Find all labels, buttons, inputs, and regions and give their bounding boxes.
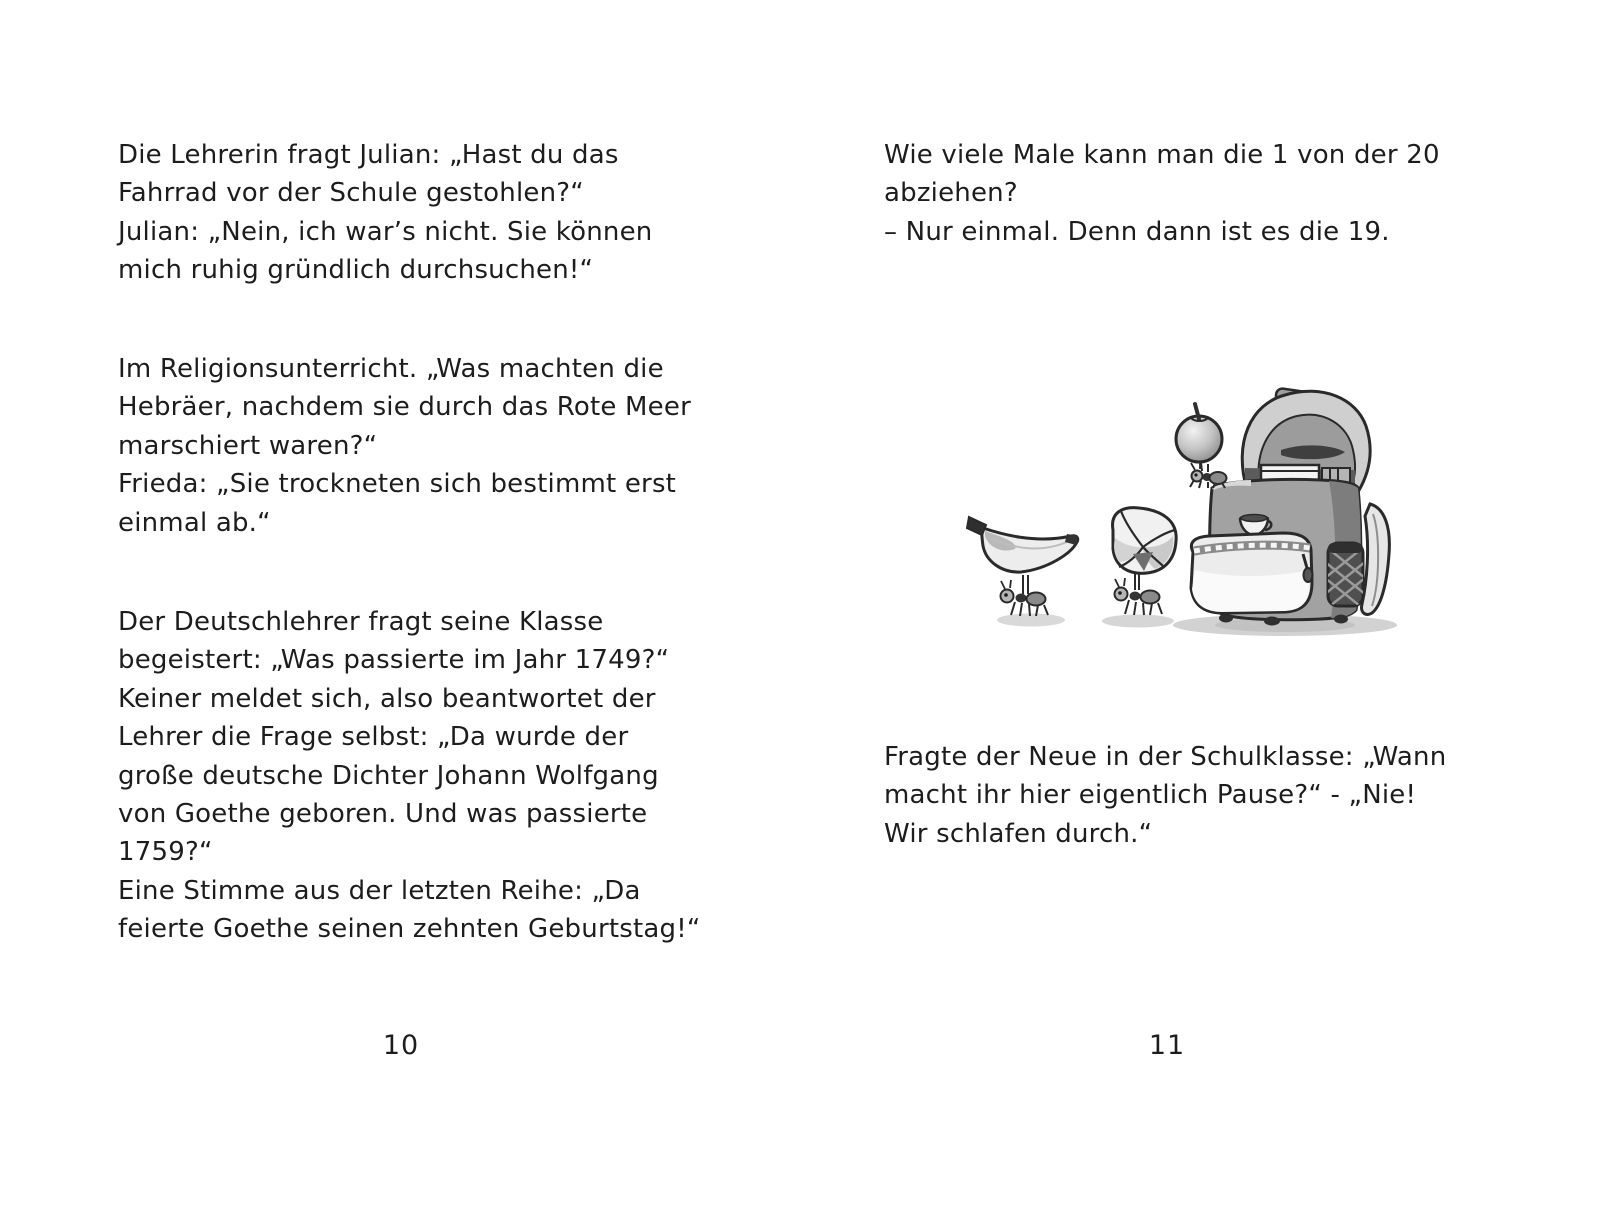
text-line: marschiert waren?“ — [118, 430, 378, 461]
text-line: mich ruhig gründlich durchsuchen!“ — [118, 255, 594, 286]
front-pocket — [1191, 533, 1313, 613]
joke-paragraph — [118, 350, 691, 542]
text-line: Fragte der Neue in der Schulklasse: „Wann — [884, 742, 1447, 772]
text-line: Hebräer, nachdem sie durch das Rote Meer — [118, 392, 691, 423]
joke-paragraph — [884, 738, 1446, 853]
text-line: Im Religionsunterricht. „Was machten die — [118, 354, 664, 384]
text-line: einmal ab.“ — [118, 507, 271, 538]
page-number-right: 11 — [1148, 1030, 1186, 1061]
text-line: macht ihr hier eigentlich Pause?“ - „Nie! — [884, 780, 1417, 811]
wrapped-sandwich — [1113, 508, 1177, 574]
text-line: begeistert: „Was passierte im Jahr 1749?“ — [118, 645, 670, 676]
ants-backpack-illustration — [925, 378, 1415, 663]
text-line: Der Deutschlehrer fragt seine Klasse — [118, 607, 604, 637]
text-line: Wie viele Male kann man die 1 von der 20 — [884, 140, 1440, 170]
text-line: Frieda: „Sie trockneten sich bestimmt erst — [118, 469, 677, 500]
text-line: große deutsche Dichter Johann Wolfgang — [118, 760, 659, 791]
text-line: Eine Stimme aus der letzten Reihe: „Da — [118, 875, 641, 906]
text-line: Keiner meldet sich, also beantwortet der — [118, 683, 656, 714]
text-line: 1759?“ — [118, 837, 213, 868]
ant — [1115, 574, 1163, 615]
text-line: Wir schlafen durch.“ — [884, 818, 1153, 849]
text-line: Julian: „Nein, ich war’s nicht. Sie können — [118, 216, 653, 247]
ant-with-sandwich — [1113, 508, 1177, 615]
joke-paragraph — [118, 136, 652, 290]
text-line: Lehrer die Frage selbst: „Da wurde der — [118, 722, 629, 753]
ant — [1190, 461, 1227, 488]
zipper-pull — [1304, 568, 1313, 582]
text-line: von Goethe geboren. Und was passierte — [118, 798, 648, 829]
ant-with-banana — [967, 517, 1078, 616]
text-line: – Nur einmal. Denn dann ist es die 19. — [884, 216, 1390, 247]
page-number-left: 10 — [382, 1030, 420, 1061]
apple — [1176, 404, 1222, 462]
ant — [1001, 575, 1049, 616]
joke-paragraph — [884, 136, 1440, 251]
ant-with-apple — [1176, 404, 1227, 488]
joke-paragraph — [118, 603, 701, 949]
text-line: feierte Goethe seinen zehnten Geburtstag!“ — [118, 914, 701, 945]
text-line: abziehen? — [884, 178, 1018, 209]
text-line: Die Lehrerin fragt Julian: „Hast du das — [118, 140, 619, 170]
text-line: Fahrrad vor der Schule gestohlen?“ — [118, 178, 584, 209]
banana — [967, 517, 1078, 572]
